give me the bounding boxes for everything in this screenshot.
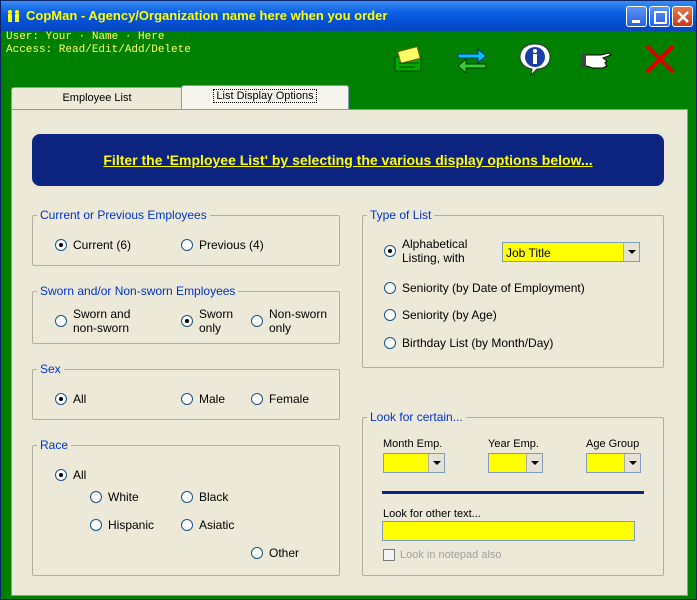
radio-birthday-list-label: Birthday List (by Month/Day) <box>402 336 554 350</box>
radio-sex-male-dot <box>181 393 193 405</box>
radio-sworn-only-dot <box>181 315 193 327</box>
radio-race-all[interactable] <box>55 468 86 482</box>
radio-birthday-list[interactable] <box>384 336 553 350</box>
window-title: CopMan - Agency/Organization name here when you order <box>26 8 388 23</box>
tab-employee-list-label: Employee List <box>62 92 132 104</box>
radio-sex-all[interactable] <box>55 392 86 406</box>
month-emp-label: Month Emp. <box>383 438 443 450</box>
radio-race-white-label: White <box>108 490 139 504</box>
radio-sworn-and-non-label-2: non-sworn <box>73 321 130 335</box>
radio-sex-all-dot <box>55 393 67 405</box>
radio-current-dot <box>55 239 67 251</box>
month-emp-select[interactable] <box>383 453 445 473</box>
radio-race-asiatic-dot <box>181 519 193 531</box>
alphabetical-with-value: Job Title <box>506 246 551 260</box>
radio-race-white-dot <box>90 491 102 503</box>
radio-race-other-label: Other <box>269 546 300 560</box>
radio-previous-dot <box>181 239 193 251</box>
sworn-legend: Sworn and/or Non-sworn Employees <box>40 284 236 298</box>
employees-group <box>32 208 340 266</box>
radio-race-asiatic[interactable] <box>181 518 234 532</box>
radio-seniority-age[interactable] <box>384 308 497 322</box>
radio-sex-female[interactable] <box>251 392 309 406</box>
minimize-icon <box>627 7 648 28</box>
radio-sworn-only[interactable] <box>181 307 233 335</box>
radio-sex-female-label: Female <box>269 392 310 406</box>
app-logo-icon <box>6 8 22 24</box>
radio-alphabetical[interactable] <box>384 237 467 265</box>
radio-non-sworn-only-label-2: only <box>269 321 292 335</box>
radio-race-hispanic[interactable] <box>90 518 154 532</box>
radio-previous[interactable] <box>181 238 264 252</box>
other-text-label: Look for other text... <box>383 508 481 520</box>
radio-current-label: Current (6) <box>73 238 132 252</box>
radio-seniority-age-label: Seniority (by Age) <box>402 308 497 322</box>
radio-non-sworn-only-dot <box>251 315 263 327</box>
radio-sworn-and-non-dot <box>55 315 67 327</box>
look-for-divider <box>382 491 644 494</box>
tab-list-display-options-label: List Display Options <box>213 89 316 103</box>
tab-list-display-options[interactable] <box>181 85 349 111</box>
radio-race-other[interactable] <box>251 546 299 560</box>
minimize-button[interactable] <box>626 6 647 27</box>
radio-birthday-list-dot <box>384 337 396 349</box>
user-name-line: User: Your · Name · Here <box>6 31 165 43</box>
employees-legend: Current or Previous Employees <box>40 208 207 222</box>
radio-race-all-dot <box>55 469 67 481</box>
radio-alphabetical-label-2: Listing, with <box>402 251 465 265</box>
radio-current[interactable] <box>55 238 131 252</box>
year-emp-select[interactable] <box>488 453 543 473</box>
radio-seniority-age-dot <box>384 309 396 321</box>
chevron-down-icon[interactable] <box>526 454 542 472</box>
look-in-notepad-box[interactable] <box>383 549 395 561</box>
other-text-input[interactable] <box>382 521 635 541</box>
exit-icon[interactable] <box>642 41 678 77</box>
sex-group <box>32 362 340 420</box>
look-in-notepad-label: Look in notepad also <box>400 549 502 561</box>
radio-race-black[interactable] <box>181 490 228 504</box>
pointing-hand-icon[interactable] <box>579 41 615 77</box>
radio-sex-male-label: Male <box>199 392 226 406</box>
radio-sworn-and-non-label-1: Sworn and <box>73 307 131 321</box>
look-in-notepad-checkbox[interactable] <box>383 549 502 561</box>
swap-arrows-icon[interactable] <box>454 41 490 77</box>
radio-sworn-and-non[interactable] <box>55 307 130 335</box>
close-window-button[interactable] <box>672 6 693 27</box>
title-bar[interactable] <box>1 1 696 31</box>
alphabetical-with-select[interactable] <box>502 242 640 262</box>
radio-sworn-only-label-1: Sworn <box>199 307 234 321</box>
info-icon[interactable] <box>517 41 553 77</box>
radio-alphabetical-label-1: Alphabetical <box>402 237 468 251</box>
age-group-label: Age Group <box>586 438 640 450</box>
radio-previous-label: Previous (4) <box>199 238 264 252</box>
radio-race-other-dot <box>251 547 263 559</box>
user-info <box>6 31 191 57</box>
radio-alphabetical-dot <box>384 245 396 257</box>
maximize-icon <box>650 7 671 28</box>
radio-race-asiatic-label: Asiatic <box>199 518 235 532</box>
radio-non-sworn-only-label-1: Non-sworn <box>269 307 328 321</box>
race-legend: Race <box>40 438 69 452</box>
radio-sex-all-label: All <box>73 392 87 406</box>
radio-race-black-dot <box>181 491 193 503</box>
list-type-legend: Type of List <box>370 208 432 222</box>
maximize-button[interactable] <box>649 6 670 27</box>
look-for-legend: Look for certain... <box>370 410 463 424</box>
age-group-select[interactable] <box>586 453 641 473</box>
radio-seniority-employment[interactable] <box>384 281 585 295</box>
radio-race-all-label: All <box>73 468 87 482</box>
radio-race-hispanic-label: Hispanic <box>108 518 155 532</box>
radio-non-sworn-only[interactable] <box>251 307 327 335</box>
radio-sworn-only-label-2: only <box>199 321 222 335</box>
radio-race-black-label: Black <box>199 490 229 504</box>
chevron-down-icon[interactable] <box>624 454 640 472</box>
chevron-down-icon[interactable] <box>428 454 444 472</box>
user-access-line: Access: Read/Edit/Add/Delete <box>6 44 191 56</box>
radio-sex-female-dot <box>251 393 263 405</box>
radio-seniority-employment-label: Seniority (by Date of Employment) <box>402 281 585 295</box>
display-options-panel <box>11 109 688 596</box>
chevron-down-icon[interactable] <box>623 243 639 261</box>
filter-banner: Filter the 'Employee List' by selecting the various display options below... <box>32 134 664 186</box>
close-icon <box>673 7 694 28</box>
tab-employee-list[interactable] <box>11 87 183 111</box>
radio-race-white[interactable] <box>90 490 139 504</box>
radio-race-hispanic-dot <box>90 519 102 531</box>
sex-legend: Sex <box>40 362 61 376</box>
radio-sex-male[interactable] <box>181 392 225 406</box>
year-emp-label: Year Emp. <box>488 438 539 450</box>
radio-seniority-employment-dot <box>384 282 396 294</box>
notes-icon[interactable] <box>391 41 427 77</box>
